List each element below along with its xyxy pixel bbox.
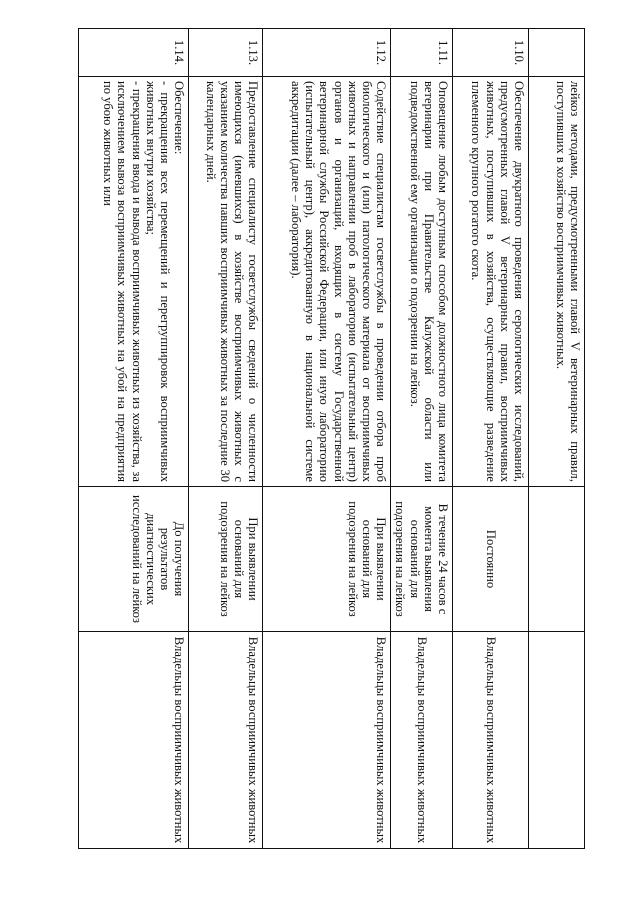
row-responsible: Владельцы восприимчивых животных bbox=[79, 632, 189, 849]
row-action: Обеспечение двукратного проведения серологических исследований, предусмотренных главой V ветеринарных правил, восприимчивых животных, поступивших в хозяйства, осуществляющие разведение племенного крупного рогатого скота. bbox=[453, 77, 529, 487]
row-responsible: Владельцы восприимчивых животных bbox=[189, 632, 263, 849]
table-row bbox=[453, 29, 529, 849]
row-term: До получения результатов диагностических исследований на лейкоз bbox=[79, 487, 189, 632]
rotated-table-page bbox=[65, 28, 585, 848]
row-term: В течение 24 часов с момента выявления оснований для подозрения на лейкоз bbox=[391, 487, 453, 632]
table-row bbox=[391, 29, 453, 849]
table-row bbox=[79, 29, 189, 849]
row-term: Постоянно bbox=[453, 487, 529, 632]
row-action bbox=[79, 77, 189, 487]
row-action: Содействие специалистам госветслужбы в проведении отбора проб биологического и (или) патологического материала от восприимчивых животных и направлении проб в лабораторию (испытательный центр) органов и организаций, входящих в систему Государственной ветеринарной службы Российской Федерации, или иную лабораторию (испытательный центр), аккредитованную в национальной системе аккредитации (далее – лаборатория). bbox=[263, 77, 391, 487]
measures-table bbox=[78, 28, 585, 849]
row-term: При выявлении оснований для подозрения на лейкоз bbox=[263, 487, 391, 632]
row-number: 1.11. bbox=[391, 29, 453, 77]
row-action: Предоставление специалисту госветслужбы сведений о численности имеющихся (имевшихся) в хозяйстве восприимчивых животных с указанием количества павших восприимчивых животных за последние 30 календарных дней. bbox=[189, 77, 263, 487]
table-row bbox=[189, 29, 263, 849]
row-responsible: Владельцы восприимчивых животных bbox=[263, 632, 391, 849]
row-number bbox=[529, 29, 585, 77]
row-term: При выявлении оснований для подозрения на лейкоз bbox=[189, 487, 263, 632]
row-number: 1.13. bbox=[189, 29, 263, 77]
row-number: 1.12. bbox=[263, 29, 391, 77]
row-responsible: Владельцы восприимчивых животных bbox=[453, 632, 529, 849]
action-line: - прекращения ввода и вывода восприимчивых животных из хозяйства, за исключением вывоза восприимчивых животных на убой на предприятия по убою животных или bbox=[101, 81, 144, 482]
action-line: - прекращения всех перемещений и перегруппировок восприимчивых животных внутри хозяйства; bbox=[143, 81, 172, 482]
row-action: лейкоз методами, предусмотренными главой V ветеринарных правил, поступивших в хозяйство восприимчивых животных. bbox=[529, 77, 585, 487]
row-term bbox=[529, 487, 585, 632]
row-responsible: Владельцы восприимчивых животных bbox=[391, 632, 453, 849]
action-line: Обеспечение: bbox=[172, 81, 187, 155]
table-row bbox=[263, 29, 391, 849]
row-responsible bbox=[529, 632, 585, 849]
row-action: Оповещение любым доступным способом должностного лица комитета ветеринарии при Правительстве Калужской области или подведомственной ему организации о подозрении на лейкоз. bbox=[391, 77, 453, 487]
row-number: 1.10. bbox=[453, 29, 529, 77]
table-row bbox=[529, 29, 585, 849]
row-number: 1.14. bbox=[79, 29, 189, 77]
